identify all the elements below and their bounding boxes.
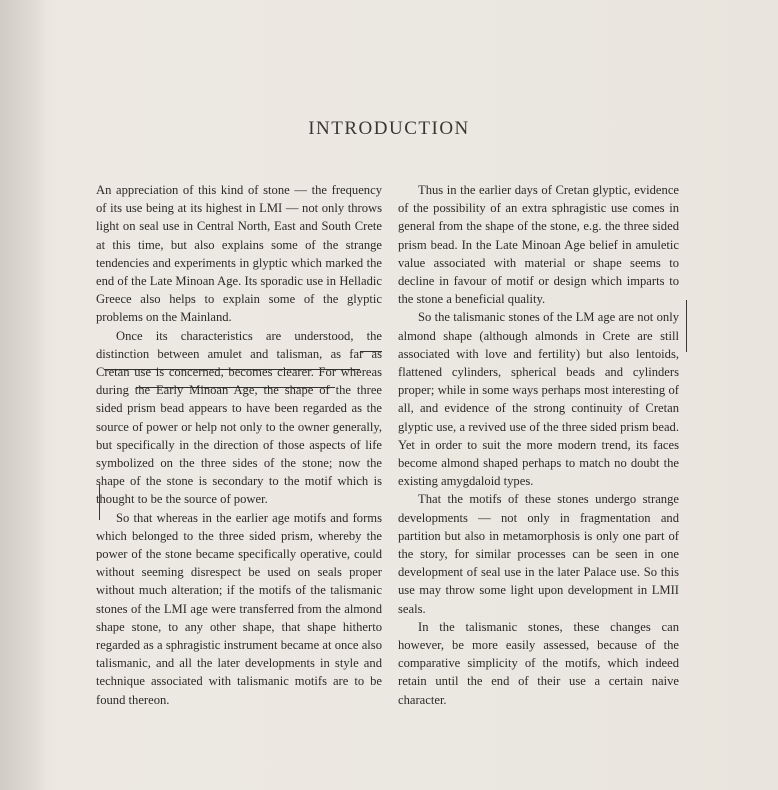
pencil-underline [360, 351, 382, 352]
paragraph-1: An appreciation of this kind of stone — the frequency of its use being at its highest in LMI — not only throws light on seal use in Central North, East and South Crete at this time, but also explains some of the strange tendencies and experiments in glyptic which marked the end of the Late Minoan Age. Its sporadic use in Helladic Greece also helps to explain some of the glyptic problems on the Mainland. [96, 183, 382, 325]
right-text-column [398, 181, 679, 709]
pencil-margin-mark [686, 300, 687, 352]
paragraph-4: Thus in the earlier days of Cretan glyptic, evidence of the possibility of an extra sphragistic use comes in general from the shape of the stone, e.g. the three sided prism bead. In the Late Minoan Age belief in amuletic value associated with material or shape seems to decline in favour of motif or design which imparts to the stone a beneficial quality. [398, 183, 679, 307]
paragraph-3: So that whereas in the earlier age motifs and forms which belonged to the three sided prism, whereby the power of the stone became specifically operative, could without seeming disrespect be used on seals proper without much alteration; if the motifs of the talismanic stones of the LMI age were transferred from the almond shape stone, to any other shape, that shape hitherto regarded as a sphragistic instrument became at once also talismanic, and all the later developments in style and technique associated with talismanic motifs are to be found thereon. [96, 510, 382, 707]
left-text-column [96, 181, 382, 709]
paragraph-2: Once its characteristics are understood, the distinction between amulet and talisman, as far as Cretan use is concerned, becomes clearer. For whereas during the Early Minoan Age, the shape of the three sided prism bead appears to have been regarded as the source of power or help not only to the owner generally, but specifically in the direction of those aspects of life symbolized on the three sides of the stone; now the shape of the stone is secondary to the motif which is thought to be the source of power. [96, 328, 382, 507]
paragraph-7: In the talismanic stones, these changes can however, be more easily assessed, because of the comparative simplicity of the motifs, which indeed retain until the end of their use a certain naive character. [398, 619, 679, 707]
pencil-underline [136, 387, 335, 388]
pencil-underline [104, 369, 360, 370]
page-title: INTRODUCTION [308, 118, 470, 139]
paragraph-5: So the talismanic stones of the LM age are not only almond shape (although almonds in Crete are still associated with love and fertility) but also lentoids, flattened cylinders, spherical beads and cylinders proper; while in some ways perhaps most interesting of all, and evidence of the strong continuity of Cretan glyptic use, a revived use of the three sided prism bead. Yet in order to suit the more modern trend, its faces become almond shaped perhaps to match no doubt the existing amygdaloid types. [398, 310, 679, 489]
pencil-margin-mark [99, 484, 100, 520]
paragraph-6: That the motifs of these stones undergo strange developments — not only in fragmentation and partition but also in metamorphosis is only one part of the story, for similar processes can be seen in one development of seal use in the later Palace use. So this use may throw some light upon development in LMII seals. [398, 492, 679, 616]
